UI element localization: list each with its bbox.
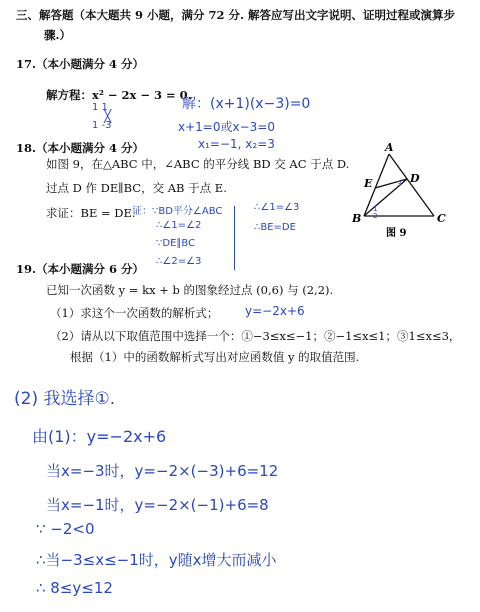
q17-cross-mark: ╳ [104, 109, 112, 123]
label-c: C [437, 212, 446, 225]
q18-heading: 18.（本小题满分 4 分） [16, 141, 145, 155]
label-b: B [352, 212, 362, 225]
q18-proof-right-line1: ∴∠1=∠3 [254, 202, 300, 213]
q18-proof-line3: ∵DE∥BC [156, 238, 196, 249]
q17-cross-top: 1 1 [92, 102, 108, 113]
answer-line6: ∴当−3≤x≤−1时，y随x增大而减小 [36, 551, 277, 569]
angle-label-1: 1 [373, 205, 378, 213]
q17-answer-line2: x+1=0或x−3=0 [178, 120, 275, 134]
angle-label-2: 2 [373, 212, 378, 220]
q17-answer-line3: x₁=−1, x₂=3 [198, 137, 275, 151]
answer-line1: (2) 我选择①. [14, 389, 116, 409]
side-ac [389, 154, 434, 216]
label-a: A [385, 141, 394, 154]
q17-cross-bottom: 1 -3 [92, 120, 112, 131]
q18-proof-divider [234, 206, 235, 270]
q18-proof-right-line2: ∴BE=DE [254, 222, 296, 233]
q18-proof-line1: 证：∵BD平分∠ABC [132, 206, 223, 217]
q19-part1-answer: y=−2x+6 [245, 304, 305, 318]
q18-statement-line1: 如图 9，在△ABC 中，∠ABC 的平分线 BD 交 AC 于点 D. [46, 157, 350, 171]
answer-line7: ∴ 8≤y≤12 [36, 579, 113, 597]
figure-9-triangle [340, 140, 460, 240]
label-d: D [410, 172, 420, 185]
q19-part1: （1）求这个一次函数的解析式； [50, 306, 219, 320]
answer-line4: 当x=−1时，y=−2×(−1)+6=8 [46, 496, 269, 514]
figure-caption: 图 9 [386, 228, 407, 239]
label-e: E [364, 177, 373, 190]
angle-label-3: 3 [397, 180, 402, 188]
q18-proof-line4: ∴∠2=∠3 [156, 256, 202, 267]
q18-statement-line3: 求证：BE = DE. [46, 206, 136, 220]
q19-intro: 已知一次函数 y = kx + b 的图象经过点 (0,6) 与 (2,2). [46, 283, 334, 297]
q19-part2-line1: （2）请从以下取值范围中选择一个：①−3≤x≤−1；②−1≤x≤1；③1≤x≤3， [50, 329, 461, 343]
q17-equation: 解方程：x² − 2x − 3 = 0. [46, 88, 192, 102]
q18-proof-line2: ∴∠1=∠2 [156, 220, 202, 231]
answer-line2: 由(1)：y=−2x+6 [32, 427, 167, 446]
section-title-continued: 骤.） [44, 28, 72, 42]
answer-line3: 当x=−3时，y=−2×(−3)+6=12 [46, 462, 279, 480]
q19-heading: 19.（本小题满分 6 分） [16, 262, 145, 276]
q17-heading: 17.（本小题满分 4 分） [16, 57, 145, 71]
q17-answer-line1: 解：(x+1)(x−3)=0 [182, 96, 311, 112]
answer-line5: ∵ −2<0 [36, 520, 95, 538]
q18-statement-line2: 过点 D 作 DE∥BC，交 AB 于点 E. [46, 181, 227, 195]
section-title: 三、解答题（本大题共 9 小题，满分 72 分. 解答应写出文字说明、证明过程或演算步 [16, 8, 456, 22]
q19-part2-line2: 根据（1）中的函数解析式写出对应函数值 y 的取值范围. [70, 350, 360, 364]
